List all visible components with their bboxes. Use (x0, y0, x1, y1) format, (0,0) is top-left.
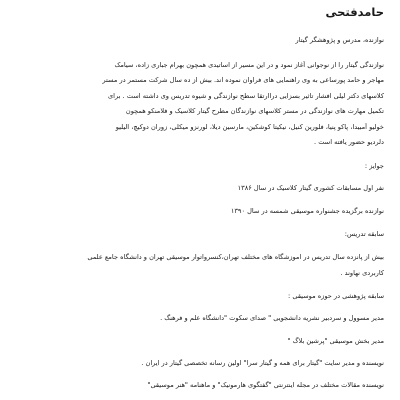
bio-line-5: خولیو آمبیدا، پاکو پنیا، فلورین کنیل، نیکیتا کوشکین، مارسین دیلا، لورنزو میکلی، زوران دوکیچ، الیلیو (115, 123, 384, 131)
bio-line-4: تکمیل مهارت های نوازندگی در مستر کلاسهای نوازندگان مطرح گیتار کلاسیک و فلامنکو همچون (125, 107, 384, 115)
research-heading: سابقه پژوهشی در حوزه موسیقی : (288, 292, 384, 300)
bio-line-1: نوازندگی گیتار را از نوجوانی آغاز نمود و در این مسیر از اساتیدی همچون بهرام جباری زاده، سیامک (114, 61, 384, 69)
bio-line-6: دلردیو حضور یافته است . (314, 138, 384, 146)
teaching-line-1: بیش از پانزده سال تدریس در اموزشگاه های مختلف تهران،کنسرواتوار موسیقی تهران و دانشگاه جامع علمی (87, 253, 384, 261)
role-line: نوازنده، مدرس و پژوهشگر گیتار (295, 36, 384, 44)
bio-line-2: مهاجر و حامد پورساعی به وی راهنمایی های فراوان نموده اند. بیش از ده سال شرکت مستمر در مستر (102, 76, 384, 84)
research-item-3: نویسنده و مدیر سایت "گیتار برای همه و گیتار سرا" اولین رسانه تخصصی گیتار در ایران . (141, 359, 384, 367)
awards-heading: جوایز : (364, 162, 384, 170)
bio-line-3: کلاسهای دکتر لیلی افشار تاثیر بسزایی دراارتقا سطح نوازندگی و شیوه تدریس وی داشته است . برای (108, 92, 384, 100)
teaching-heading: سابقه تدریس: (344, 230, 384, 238)
research-item-4: نویسنده مقالات مختلف در مجله اینترنتی "گفتگوی هارمونیک" و ماهنامه "هنر موسیقی" (147, 381, 384, 389)
award-item-2: نوازنده برگزیده جشنواره موسیقی شمسه در سال ۱۳۹۰ (230, 207, 384, 215)
page-title: حامدفتحی (325, 5, 384, 19)
teaching-line-2: کاربردی نهاوند . (340, 269, 384, 277)
research-item-1: مدیر مسوول و سردبیر نشریه دانشجویی " صدای سکوت "دانشگاه علم و فرهنگ . (160, 314, 384, 322)
research-item-2: مدیر بخش موسیقی "پرشین بلاگ " (287, 337, 384, 345)
award-item-1: نفر اول مسابقات کشوری گیتار کلاسیک در سال ۱۳۸۶ (237, 184, 384, 192)
